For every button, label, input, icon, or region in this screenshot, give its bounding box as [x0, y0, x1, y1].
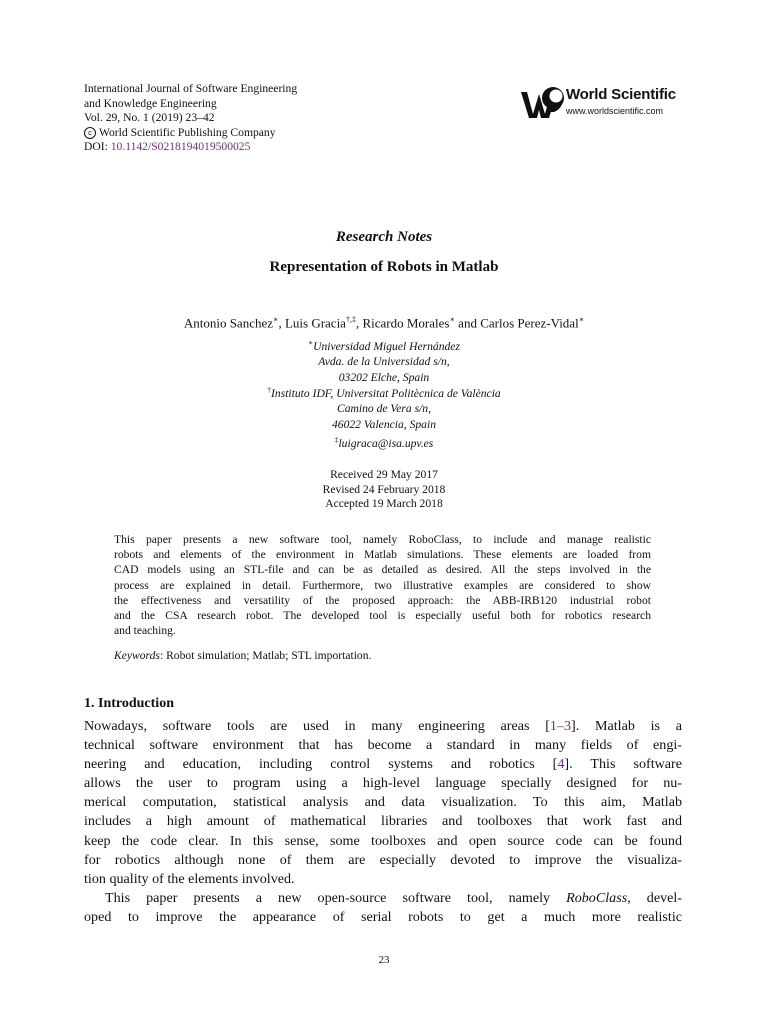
- affiliation-mark: ∗: [308, 338, 314, 347]
- publisher-name: World Scientific: [566, 86, 676, 103]
- author-mark: ∗: [578, 315, 585, 324]
- date-revised: Revised 24 February 2018: [322, 482, 446, 496]
- author-email[interactable]: ‡luigraca@isa.upv.es: [334, 435, 434, 450]
- author-mark: ∗: [273, 315, 279, 324]
- author-mark: ∗: [449, 315, 455, 324]
- body-line: tion quality of the elements involved.: [84, 870, 295, 887]
- body-line: for robotics although none of them are especially devoted to improve the visualiza-: [84, 851, 682, 868]
- publisher-url[interactable]: www.worldscientific.com: [566, 106, 664, 116]
- author-separator: ,: [355, 315, 363, 331]
- submission-dates: [0, 468, 768, 512]
- body-line: keep the code clear. In this sense, some toolboxes and open source code can be found: [84, 832, 682, 849]
- page-number: 23: [378, 954, 390, 966]
- world-scientific-logo-icon: [519, 84, 565, 120]
- body-line: allows the user to program using a high-level language specially designed for nu-: [84, 775, 682, 792]
- affiliation-1: [0, 335, 768, 385]
- journal-volume: Vol. 29, No. 1 (2019) 23–42: [84, 111, 215, 125]
- author-name: Luis Gracia: [284, 315, 346, 331]
- introduction-text: [84, 717, 682, 927]
- abstract-line: robots and elements of the environment in Matlab simulations. These elements are loaded from: [114, 548, 651, 562]
- author-name: Carlos Perez-Vidal: [480, 315, 579, 331]
- body-line: neering and education, including control systems and robotics [4]. This software: [84, 756, 682, 773]
- author-name: Antonio Sanchez: [183, 315, 274, 331]
- tool-name: RoboClass: [566, 889, 628, 906]
- section-kind: Research Notes: [335, 229, 433, 245]
- abstract-line: This paper presents a new software tool, namely RoboClass, to include and manage realistic: [114, 533, 651, 546]
- section-heading-introduction: 1. Introduction: [84, 696, 174, 711]
- abstract-line: CAD models using an STL-file and can be as detailed as desired. All the steps involved in the: [114, 563, 651, 577]
- body-line: merical computation, statistical analysis and data visualization. To this aim, Matlab: [84, 794, 682, 811]
- keywords-text: : Robot simulation; Matlab; STL importation.: [159, 649, 372, 662]
- keywords: [114, 649, 371, 662]
- author-mark: †,‡: [345, 315, 356, 324]
- doi-label: DOI:: [84, 140, 108, 154]
- affiliation-2: [0, 382, 768, 451]
- citation-link[interactable]: 1–3: [549, 718, 572, 734]
- abstract-line: the effectiveness and versatility of the proposed approach: the ABB-IRB120 industrial robot: [114, 593, 651, 607]
- abstract-line: and teaching.: [114, 624, 176, 638]
- email-mark: ‡: [334, 435, 339, 445]
- abstract-line: and the CSA research robot. The developed tool is especially useful both for robotics research: [114, 609, 651, 623]
- abstract: [114, 532, 651, 638]
- affiliation-mark: †: [267, 385, 272, 394]
- body-line: includes a high amount of mathematical libraries and toolboxes that work fast and: [84, 813, 682, 830]
- affiliation-line: Camino de Vera s/n,: [336, 402, 432, 416]
- citation-link[interactable]: 4: [557, 756, 565, 773]
- affiliation-line: 46022 Valencia, Spain: [331, 417, 436, 431]
- copyright-icon: c: [84, 127, 96, 139]
- date-accepted: Accepted 19 March 2018: [325, 497, 443, 511]
- body-line: This paper presents a new open-source software tool, namely RoboClass, devel-: [105, 889, 682, 906]
- affiliation-line: †Instituto IDF, Universitat Politècnica de València: [267, 385, 501, 400]
- journal-name-line-2: and Knowledge Engineering: [84, 96, 217, 110]
- author-separator: and: [454, 315, 481, 331]
- doi-link[interactable]: 10.1142/S0218194019500025: [110, 140, 251, 154]
- body-line: oped to improve the appearance of serial robots to get a much more realistic: [84, 908, 682, 925]
- paper-title: Representation of Robots in Matlab: [269, 259, 499, 275]
- journal-copyright: [84, 126, 297, 141]
- author-list: [0, 315, 768, 331]
- journal-name-line-1: International Journal of Software Engineering: [84, 82, 298, 95]
- author-separator: ,: [278, 315, 285, 331]
- author-name: Ricardo Morales: [362, 315, 450, 331]
- affiliation-line: ∗Universidad Miguel Hernández: [308, 338, 460, 353]
- keywords-label: Keywords: [114, 649, 160, 662]
- body-line: Nowadays, software tools are used in many engineering areas [1–3]. Matlab is a: [84, 718, 682, 734]
- journal-doi: [84, 140, 297, 155]
- abstract-line: process are explained in detail. Furthermore, two illustrative examples are considered to show: [114, 578, 651, 592]
- journal-info: [84, 82, 297, 155]
- body-line: technical software environment that has become a standard in many fields of engi-: [84, 737, 682, 754]
- copyright-holder: World Scientific Publishing Company: [99, 125, 276, 139]
- affiliation-line: Avda. de la Universidad s/n,: [318, 355, 450, 369]
- date-received: Received 29 May 2017: [330, 468, 438, 481]
- publisher-logo: [519, 84, 689, 120]
- affiliation-line: 03202 Elche, Spain: [338, 370, 430, 384]
